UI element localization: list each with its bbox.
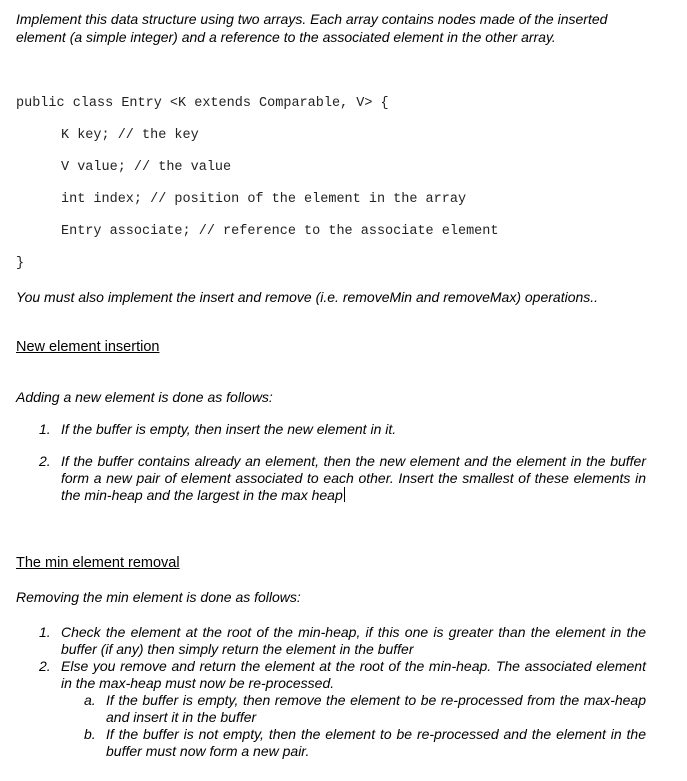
- insertion-intro: Adding a new element is done as follows:: [16, 389, 273, 405]
- code-index-line: int index; // position of the element in the array: [61, 192, 467, 207]
- list-marker: 2.: [39, 453, 51, 469]
- code-class-declaration: public class Entry <K extends Comparable, V> {: [16, 96, 389, 111]
- code-key-line: K key; // the key: [61, 128, 199, 143]
- removal-intro: Removing the min element is done as follows:: [16, 589, 301, 605]
- list-item: [84, 692, 646, 726]
- list-item-text: If the buffer is not empty, then the element to be re-processed and the element in the buffer must now form a new pair.: [106, 726, 646, 759]
- list-item-text: If the buffer is empty, then insert the new element in it.: [61, 421, 397, 437]
- insertion-heading: New element insertion: [16, 339, 160, 355]
- list-item: [39, 658, 646, 692]
- list-marker: 1.: [39, 421, 51, 437]
- list-marker: 2.: [39, 658, 51, 674]
- removal-heading: The min element removal: [16, 555, 180, 571]
- insertion-steps: [39, 421, 646, 504]
- list-marker: 1.: [39, 624, 51, 640]
- list-item-text: If the buffer contains already an element, then the new element and the element in the buffer form a new pair of element associated to each other. Insert the smallest of these elements in the min-heap and the largest in the max heap: [61, 453, 646, 503]
- code-value-line: V value; // the value: [61, 160, 232, 175]
- code-closing-brace: }: [16, 256, 25, 271]
- list-marker: a.: [84, 692, 96, 708]
- list-item-text: If the buffer is empty, then remove the element to be re-processed from the max-heap and insert it in the buffer: [106, 692, 646, 725]
- code-associate-line: Entry associate; // reference to the associate element: [61, 224, 499, 239]
- list-item: [39, 624, 646, 658]
- list-item: [39, 453, 646, 504]
- list-item-text: Check the element at the root of the min-heap, if this one is greater than the element in the buffer (if any) then simply return the element in the buffer: [61, 624, 646, 657]
- removal-substeps: [84, 692, 646, 760]
- list-marker: b.: [84, 726, 96, 742]
- list-item: [39, 421, 646, 438]
- list-item: [84, 726, 646, 760]
- intro-paragraph: Implement this data structure using two arrays. Each array contains nodes made of the inserted element (a simple integer) and a reference to the associated element in the other array.: [16, 11, 608, 45]
- removal-steps: [39, 624, 646, 692]
- operations-note: You must also implement the insert and remove (i.e. removeMin and removeMax) operations..: [16, 289, 599, 305]
- text-cursor: [344, 487, 345, 502]
- list-item-text: Else you remove and return the element at the root of the min-heap. The associated element in the max-heap must now be re-processed.: [61, 658, 646, 691]
